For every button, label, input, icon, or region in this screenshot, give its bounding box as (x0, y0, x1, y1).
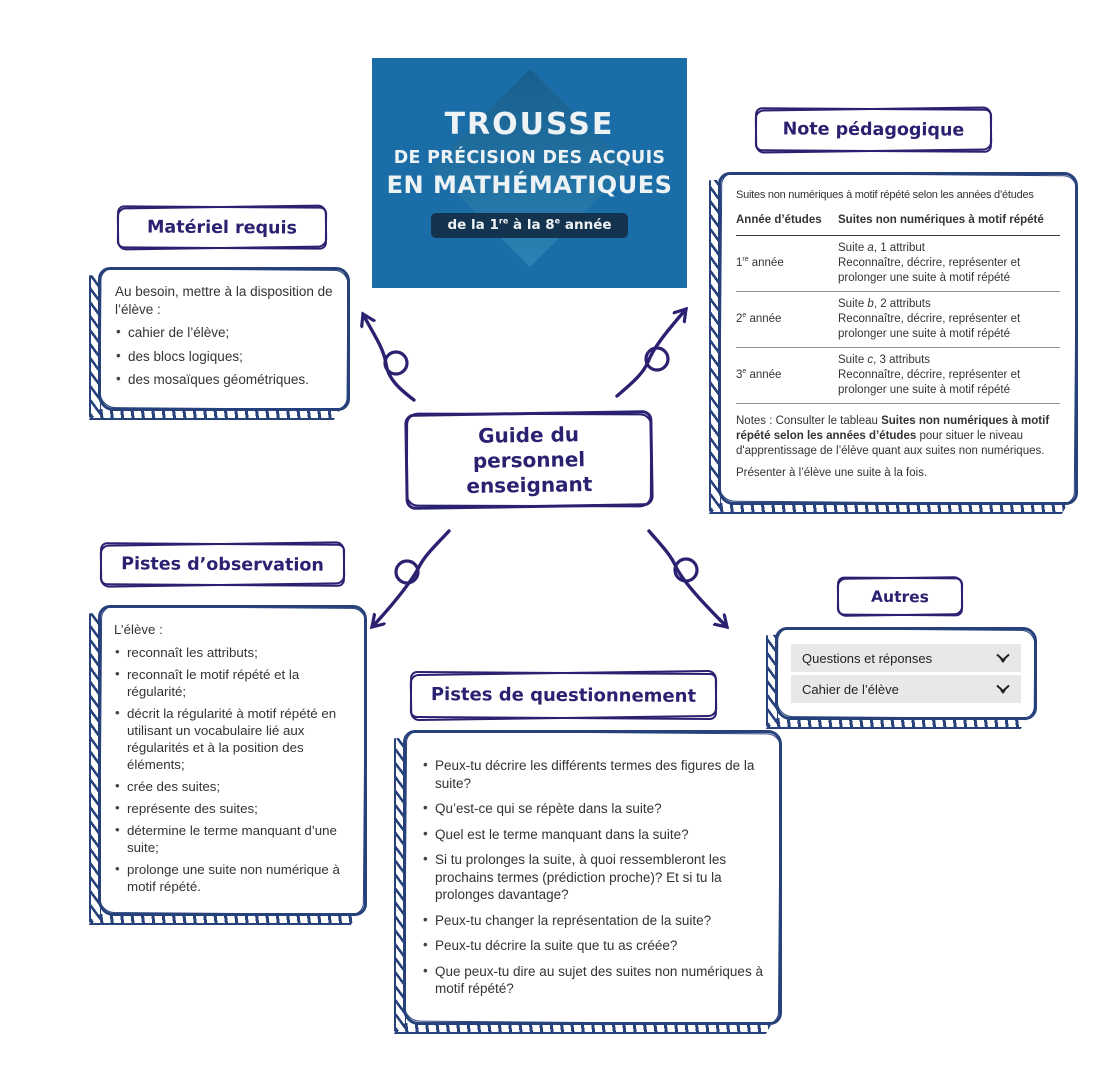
title-label: Pistes d’observation (121, 553, 324, 576)
arrow-to-materiel (363, 314, 414, 400)
observation-intro: L’élève : (114, 622, 163, 637)
grade-cell: 1re année (736, 256, 784, 270)
chevron-down-icon (995, 683, 1011, 696)
table-header-row (736, 211, 1060, 236)
list-item: • reconnaît les attributs; (114, 644, 351, 661)
list-item: • décrit la régularité à motif répété en utilisant un vocabulaire lié aux régularités et à la position des éléments; (114, 705, 351, 773)
materiel-requis-box (98, 267, 350, 411)
list-item: • crée des suites; (114, 778, 351, 795)
table-row (736, 348, 1060, 404)
title-pistes-observation (100, 542, 345, 587)
arrow-to-note (617, 309, 686, 396)
list-item: • Peux-tu décrire les différents termes des figures de la suite? (422, 757, 763, 792)
banner-title-line3: EN MATHÉMATIQUES (386, 171, 673, 200)
table-caption: Suites non numériques à motif répété selon les années d’études (736, 189, 1034, 201)
hatch-shadow-bottom (394, 1023, 772, 1034)
note-pedagogique-box (718, 172, 1078, 505)
arrow-to-observation (372, 531, 449, 627)
list-item: • reconnaît le motif répété et la régularité; (114, 666, 351, 700)
notes-paragraph: Notes : Consulter le tableau Suites non numériques à motif répété selon les années d’études pour situer le niveau d'apprentissage de l’élève quant aux suites non numériques. (736, 414, 1050, 457)
list-item: • Quel est le terme manquant dans la suite? (422, 826, 763, 844)
title-label: Note pédagogique (782, 119, 965, 141)
title-materiel-requis (117, 205, 327, 249)
pistes-observation-box (98, 605, 367, 916)
title-label: Pistes de questionnement (430, 684, 697, 707)
chevron-down-icon (995, 652, 1011, 665)
final-note: Présenter à l’élève une suite à la fois. (736, 467, 928, 480)
suite-cell (838, 297, 1060, 342)
hatch-shadow-bottom (709, 503, 1068, 514)
column-header: Année d’études (736, 214, 822, 227)
grade-cell: 3e année (736, 367, 782, 381)
banner-title-line1: TROUSSE (444, 107, 615, 142)
title-label: Autres (871, 587, 929, 606)
hatch-shadow-bottom (89, 914, 357, 925)
title-note-pedagogique (755, 107, 992, 153)
questionnement-list (422, 757, 763, 998)
accordion-list (791, 644, 1021, 703)
list-item: • cahier de l’élève; (115, 324, 333, 342)
grade-table (736, 211, 1060, 403)
table-body (736, 236, 1060, 403)
central-node-guide (404, 410, 653, 510)
suite-description: Reconnaître, décrire, représenter et prolonger une suite à motif répété (838, 312, 1021, 340)
suite-name: Suite c, 3 attributs (838, 353, 931, 366)
title-pistes-questionnement (410, 671, 717, 720)
column-header: Suites non numériques à motif répété (838, 214, 1044, 227)
table-row (736, 292, 1060, 348)
arrow-to-autres (649, 531, 727, 627)
grade-cell: 2e année (736, 312, 782, 325)
accordion-label: Cahier de l’élève (802, 681, 899, 697)
list-item: • des blocs logiques; (115, 348, 333, 366)
list-item: • Qu’est-ce qui se répète dans la suite? (422, 800, 763, 818)
suite-description: Reconnaître, décrire, représenter et prolonger une suite à motif répété (838, 368, 1021, 396)
list-item: • représente des suites; (114, 800, 351, 817)
suite-name: Suite b, 2 attributs (838, 298, 931, 311)
hatch-shadow-left (394, 738, 406, 1032)
list-item: • Si tu prolonges la suite, à quoi ressembleront les prochains termes (prédiction proche)? Et si tu la prolonges davantage? (422, 851, 763, 904)
materiel-list (115, 324, 333, 389)
autres-box (775, 627, 1037, 720)
hatch-shadow-left (766, 635, 778, 727)
accordion-row[interactable] (791, 644, 1021, 672)
title-autres (837, 577, 963, 617)
accordion-label: Questions et réponses (802, 650, 933, 666)
hatch-shadow-bottom (766, 718, 1027, 729)
materiel-intro: Au besoin, mettre à la disposition de l’élève : (115, 284, 333, 317)
suite-cell (838, 353, 1060, 398)
suite-cell (838, 241, 1060, 286)
list-item: • des mosaïques géométriques. (115, 371, 333, 389)
observation-list (114, 644, 351, 895)
central-node-label: Guide du personnel enseignant (466, 421, 593, 498)
title-label: Matériel requis (146, 216, 298, 239)
grade-range-pill: de la 1re à la 8e année (431, 213, 627, 238)
list-item: • Peux-tu décrire la suite que tu as créée? (422, 937, 763, 955)
hatch-shadow-left (709, 180, 721, 512)
banner-title-line2: DE PRÉCISION DES ACQUIS (393, 148, 666, 168)
toolkit-banner (372, 58, 687, 288)
list-item: • détermine le terme manquant d’une suite; (114, 822, 351, 856)
suite-description: Reconnaître, décrire, représenter et prolonger une suite à motif répété (838, 257, 1021, 285)
table-row (736, 236, 1060, 292)
list-item: • prolonge une suite non numérique à motif répété. (114, 861, 351, 895)
accordion-row[interactable] (791, 675, 1021, 703)
pistes-questionnement-box (403, 730, 782, 1025)
hatch-shadow-bottom (89, 409, 340, 420)
hatch-shadow-left (89, 275, 101, 418)
list-item: • Que peux-tu dire au sujet des suites non numériques à motif répété? (422, 963, 763, 998)
suite-name: Suite a, 1 attribut (838, 242, 925, 255)
list-item: • Peux-tu changer la représentation de la suite? (422, 912, 763, 930)
hatch-shadow-left (89, 613, 101, 923)
